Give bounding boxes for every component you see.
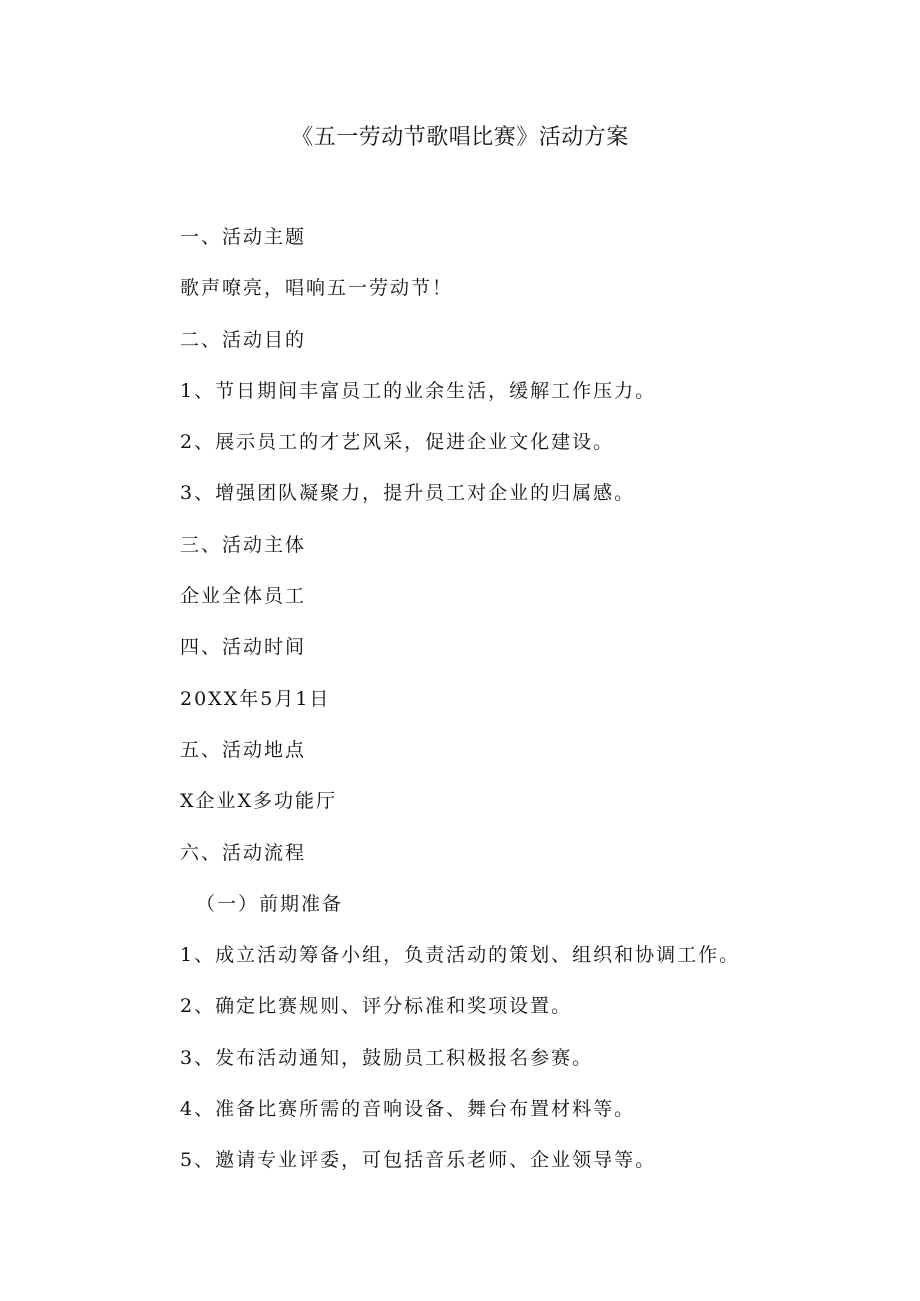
list-item-preparation-5: 5、邀请专业评委，可包括音乐老师、企业领导等。 [180, 1149, 657, 1172]
subsection-heading-preparation: （一）前期准备 [196, 892, 344, 915]
list-item-preparation-3: 3、发布活动通知，鼓励员工积极报名参赛。 [180, 1046, 594, 1069]
paragraph-location: X企业X多功能厅 [180, 790, 338, 813]
section-heading-purpose: 二、活动目的 [180, 328, 307, 351]
paragraph-participants: 企业全体员工 [180, 585, 307, 608]
section-heading-location: 五、活动地点 [180, 738, 307, 761]
document-title: 《五一劳动节歌唱比赛》活动方案 [291, 125, 629, 150]
section-heading-participants: 三、活动主体 [180, 533, 307, 556]
document-body [180, 217, 880, 1192]
paragraph-theme: 歌声嘹亮，唱响五一劳动节！ [180, 277, 454, 300]
list-item-preparation-4: 4、准备比赛所需的音响设备、舞台布置材料等。 [180, 1098, 636, 1121]
paragraph-time: 20XX年5月1日 [180, 687, 331, 710]
section-heading-process: 六、活动流程 [180, 841, 307, 864]
section-heading-time: 四、活动时间 [180, 636, 307, 659]
section-heading-theme: 一、活动主题 [180, 226, 307, 248]
list-item-preparation-1: 1、成立活动筹备小组，负责活动的策划、组织和协调工作。 [180, 944, 741, 967]
list-item-purpose-3: 3、增强团队凝聚力，提升员工对企业的归属感。 [180, 482, 636, 505]
list-item-purpose-1: 1、节日期间丰富员工的业余生活，缓解工作压力。 [180, 379, 657, 402]
list-item-purpose-2: 2、展示员工的才艺风采，促进企业文化建设。 [180, 431, 615, 454]
list-item-preparation-2: 2、确定比赛规则、评分标准和奖项设置。 [180, 995, 573, 1018]
